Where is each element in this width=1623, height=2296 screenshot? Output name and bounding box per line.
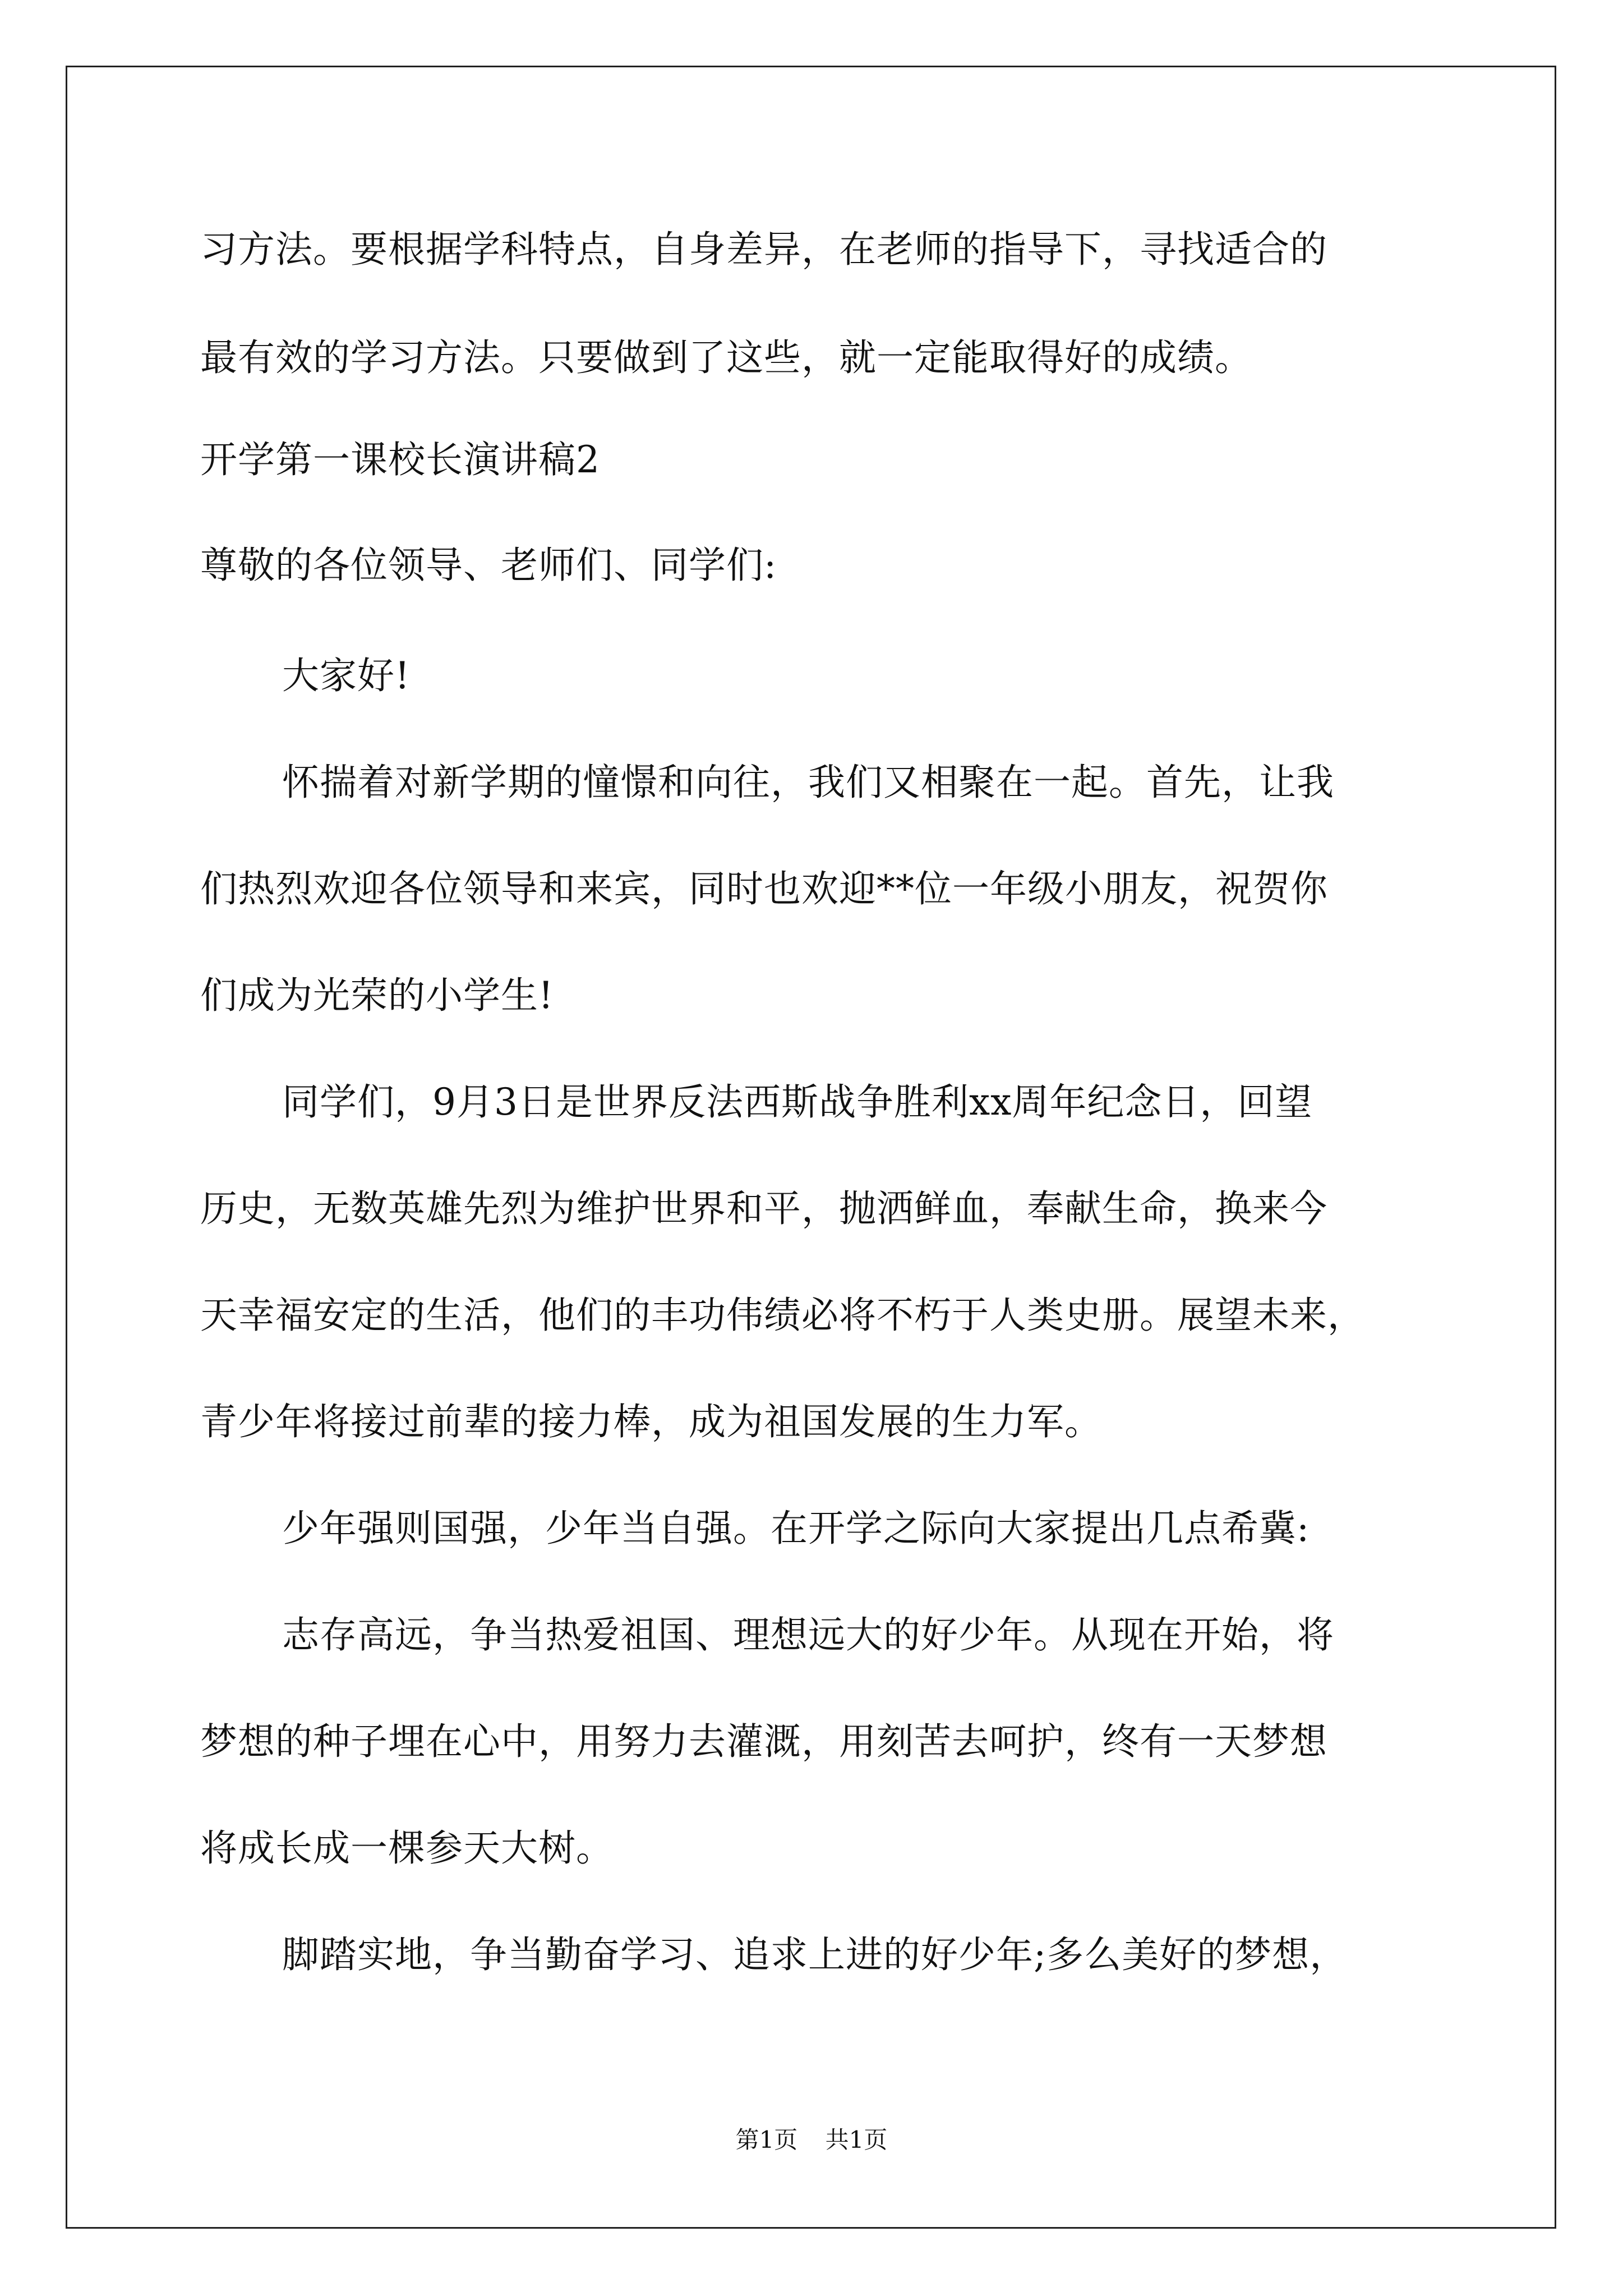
body-line: 们成为光荣的小学生! — [200, 974, 554, 1017]
body-line: 将成长成一棵参天大树。 — [200, 1826, 614, 1870]
page-total: 共1页 — [825, 2126, 888, 2154]
greeting: 大家好! — [282, 654, 411, 697]
body-line: 怀揣着对新学期的憧憬和向往，我们又相聚在一起。首先，让我 — [282, 761, 1334, 804]
body-line: 历史，无数英雄先烈为维护世界和平，抛洒鲜血，奉献生命，换来今 — [200, 1187, 1327, 1230]
page-number: 第1页 — [735, 2126, 798, 2154]
body-line: 天幸福安定的生活，他们的丰功伟绩必将不朽于人类史册。展望未来， — [200, 1294, 1365, 1337]
body-line: 最有效的学习方法。只要做到了这些，就一定能取得好的成绩。 — [200, 336, 1252, 379]
salutation: 尊敬的各位领导、老师们、同学们: — [200, 544, 777, 587]
body-line: 同学们，9月3日是世界反法西斯战争胜利xx周年纪念日，回望 — [282, 1080, 1313, 1124]
page-footer — [0, 2126, 1623, 2154]
body-line: 志存高远，争当热爱祖国、理想远大的好少年。从现在开始，将 — [282, 1613, 1334, 1657]
section-heading: 开学第一课校长演讲稿2 — [200, 438, 600, 481]
page-border — [66, 66, 1556, 2229]
body-line: 少年强则国强，少年当自强。在开学之际向大家提出几点希冀: — [282, 1507, 1310, 1550]
body-line: 们热烈欢迎各位领导和来宾，同时也欢迎**位一年级小朋友，祝贺你 — [200, 867, 1328, 910]
body-line: 青少年将接过前辈的接力棒，成为祖国发展的生力军。 — [200, 1400, 1102, 1443]
body-line: 梦想的种子埋在心中，用努力去灌溉，用刻苦去呵护，终有一天梦想 — [200, 1720, 1327, 1763]
body-line: 脚踏实地，争当勤奋学习、追求上进的好少年;多么美好的梦想， — [282, 1933, 1348, 1976]
body-line: 习方法。要根据学科特点，自身差异，在老师的指导下，寻找适合的 — [200, 228, 1327, 271]
